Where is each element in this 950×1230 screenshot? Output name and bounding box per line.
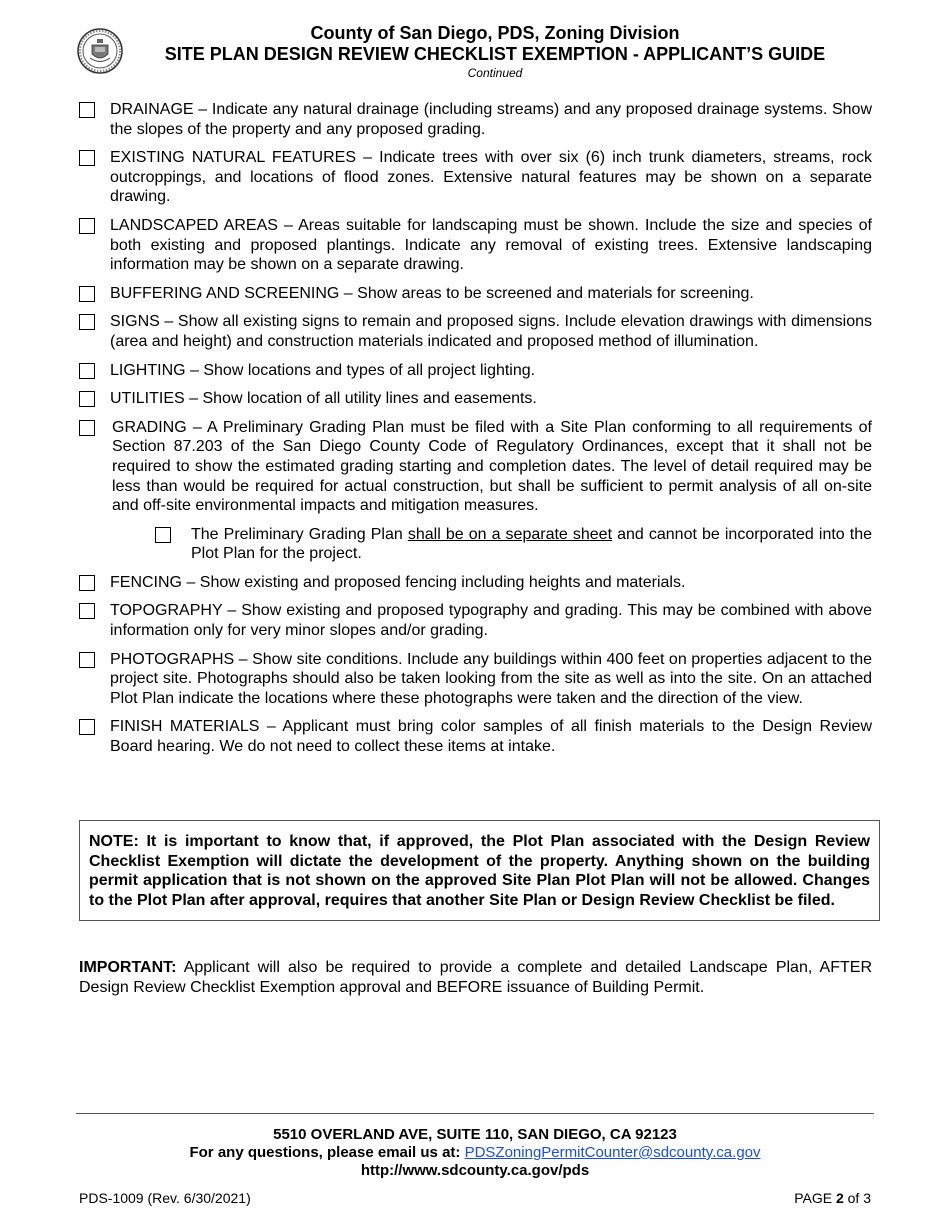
checkbox[interactable] — [79, 391, 95, 407]
checklist-item-fencing — [79, 573, 872, 593]
checkbox[interactable] — [79, 314, 95, 330]
important-label: IMPORTANT: — [79, 959, 177, 976]
footer-email-prompt: For any questions, please email us at: — [189, 1144, 461, 1161]
checklist-item-text: PHOTOGRAPHS – Show site conditions. Include any buildings within 400 feet on properties adjacent to the project site. Photographs should also be taken looking from the site as well as into the site. On an attached Plot Plan indicate the locations where these photographs were taken and the direction of the view. — [110, 650, 872, 707]
page-suffix: of 3 — [843, 1190, 871, 1206]
checklist-item-grading — [79, 418, 872, 516]
checkbox[interactable] — [155, 527, 171, 543]
checkbox[interactable] — [79, 218, 95, 234]
subitem-text-underlined: shall be on a separate sheet — [407, 525, 613, 543]
checklist-item-text: GRADING – A Preliminary Grading Plan must be filed with a Site Plan conforming to all requirements of Section 87.203 of the San Diego County Code of Regulatory Ordinances, except that it shall not be required to show the estimated grading starting and completion dates. The level of detail required may be less than would be required for actual construction, but shall be sufficient to permit analysis of all on-site and off-site environmental impacts and mitigation measures. — [112, 418, 872, 515]
checkbox[interactable] — [79, 603, 95, 619]
checklist-item-text: EXISTING NATURAL FEATURES – Indicate trees with over six (6) inch trunk diameters, streams, rock outcroppings, and locations of flood zones. Extensive natural features may be shown on a separate drawing. — [110, 149, 872, 206]
checklist-item-text: LANDSCAPED AREAS – Areas suitable for landscaping must be shown. Include the size and species of both existing and proposed plantings. Indicate any removal of existing trees. Extensive landscaping information may be shown on a separate drawing. — [110, 216, 872, 274]
checklist-item-existing-natural-features — [79, 148, 872, 207]
checklist-item-text: TOPOGRAPHY – Show existing and proposed typography and grading. This may be combined with above information only for very minor slopes and/or grading. — [110, 602, 872, 640]
checklist-item-text: LIGHTING – Show locations and types of all project lighting. — [110, 361, 536, 379]
checklist — [79, 100, 872, 766]
checkbox[interactable] — [79, 575, 95, 591]
page-current: 2 — [835, 1190, 844, 1206]
checklist-item-buffering-screening — [79, 284, 872, 304]
subitem-text-before: The Preliminary Grading Plan — [191, 525, 408, 543]
page-number — [794, 1190, 871, 1206]
footer-website: http://www.sdcounty.ca.gov/pds — [360, 1162, 590, 1179]
note-box: NOTE: It is important to know that, if approved, the Plot Plan associated with the Design Review Checklist Exemption will dictate the development of the property. Anything shown on the building permit application that is not shown on the approved Site Plan Plot Plan will not be allowed. Changes to the Plot Plan after approval, requires that another Site Plan or Design Review Checklist be filed. — [79, 820, 880, 921]
header-title-guide: SITE PLAN DESIGN REVIEW CHECKLIST EXEMPTION - APPLICANT’S GUIDE — [164, 44, 826, 64]
checklist-item-drainage — [79, 100, 872, 139]
checklist-item-landscaped-areas — [79, 216, 872, 275]
checklist-item-text: DRAINAGE – Indicate any natural drainage (including streams) and any proposed drainage systems. Show the slopes of the property and any proposed grading. — [110, 101, 872, 138]
checklist-item-topography — [79, 601, 872, 640]
header-continued: Continued — [467, 66, 523, 80]
checkbox[interactable] — [79, 150, 95, 166]
checkbox[interactable] — [79, 719, 95, 735]
checkbox[interactable] — [79, 286, 95, 302]
form-id: PDS-1009 (Rev. 6/30/2021) — [79, 1190, 251, 1206]
checklist-item-text: FENCING – Show existing and proposed fencing including heights and materials. — [110, 573, 686, 591]
checklist-item-lighting — [79, 361, 872, 381]
important-paragraph — [79, 958, 872, 997]
checklist-item-text: UTILITIES – Show location of all utility lines and easements. — [110, 390, 537, 408]
subitem-text-after: and cannot be incorporated into the Plot Plan for the project. — [191, 525, 873, 563]
header-title-county: County of San Diego, PDS, Zoning Division — [310, 23, 680, 43]
checklist-item-finish-materials — [79, 717, 872, 756]
footer-address: 5510 OVERLAND AVE, SUITE 110, SAN DIEGO, CA 92123 — [273, 1126, 677, 1143]
checklist-item-text: SIGNS – Show all existing signs to remain and proposed signs. Include elevation drawings with dimensions (area and height) and construction materials indicated and proposed method of illumination. — [110, 313, 872, 350]
checklist-item-utilities — [79, 389, 872, 409]
checkbox[interactable] — [79, 420, 95, 436]
checklist-item-signs — [79, 312, 872, 351]
footer-contact — [76, 1144, 874, 1162]
checklist-item-text: BUFFERING AND SCREENING – Show areas to be screened and materials for screening. — [110, 284, 754, 302]
checklist-item-text: FINISH MATERIALS – Applicant must bring color samples of all finish materials to the Design Review Board hearing. We do not need to collect these items at intake. — [110, 718, 872, 756]
checkbox[interactable] — [79, 652, 95, 668]
checkbox[interactable] — [79, 363, 95, 379]
page-prefix: PAGE — [794, 1190, 836, 1206]
checklist-item-photographs — [79, 650, 872, 709]
checkbox[interactable] — [79, 102, 95, 118]
footer-email-link[interactable]: PDSZoningPermitCounter@sdcounty.ca.gov — [464, 1144, 761, 1161]
checklist-item-text — [191, 525, 872, 564]
important-text: Applicant will also be required to provide a complete and detailed Landscape Plan, AFTER Design Review Checklist Exemption approval and BEFORE issuance of Building Permit. — [79, 959, 872, 996]
checklist-subitem-grading-plan-sheet — [155, 525, 872, 564]
footer-divider — [76, 1113, 874, 1114]
